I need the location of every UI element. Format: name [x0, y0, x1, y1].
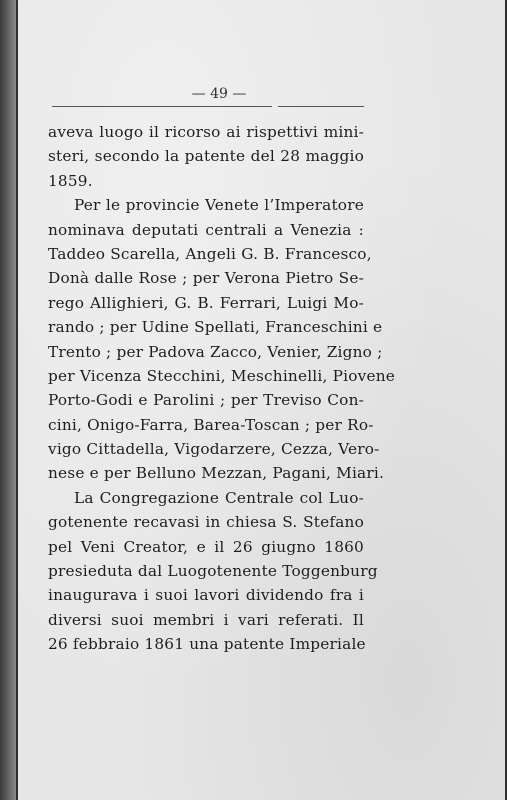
text-line: rando ; per Udine Spellati, Franceschini e — [48, 318, 383, 337]
text-line: steri, secondo la patente del 28 maggio — [48, 147, 364, 166]
text-line: diversi suoi membri i vari referati. Il — [48, 610, 364, 629]
text-line: Per le provincie Venete l’Imperatore — [74, 196, 364, 215]
text-line: nominava deputati centrali a Venezia : — [48, 220, 364, 239]
text-line: La Congregazione Centrale col Luo- — [74, 488, 364, 507]
text-line: aveva luogo il ricorso ai rispettivi mini- — [48, 123, 364, 141]
text-line: 1859. — [48, 171, 93, 190]
binding-shadow — [0, 0, 16, 800]
text-line: Trento ; per Padova Zacco, Venier, Zigno ; — [48, 342, 383, 361]
page-number: — 49 — — [191, 86, 247, 102]
text-line: gotenente recavasi in chiesa S. Stefano — [48, 513, 364, 532]
text-line: vigo Cittadella, Vigodarzere, Cezza, Vero- — [48, 440, 380, 459]
text-line: Porto-Godi e Parolini ; per Treviso Con- — [48, 391, 364, 410]
text-line: nese e per Belluno Mezzan, Pagani, Miari. — [48, 464, 385, 483]
text-line: presieduta dal Luogotenente Toggenburg — [48, 562, 378, 581]
text-line: Donà dalle Rose ; per Verona Pietro Se- — [48, 269, 364, 288]
text-line: inaugurava i suoi lavori dividendo fra i — [48, 586, 364, 605]
header-rule-left — [52, 106, 272, 107]
header-rule-right — [278, 106, 364, 107]
text-line: per Vicenza Stecchini, Meschinelli, Piovene — [48, 366, 396, 385]
page-header — [52, 86, 364, 108]
body-text — [48, 120, 396, 657]
text-line: rego Allighieri, G. B. Ferrari, Luigi Mo- — [48, 293, 364, 312]
text-line: 26 febbraio 1861 una patente Imperiale — [48, 635, 366, 654]
text-line: cini, Onigo-Farra, Barea-Toscan ; per Ro- — [48, 415, 374, 434]
text-line: pel Veni Creator, e il 26 giugno 1860 — [48, 537, 364, 556]
text-line: Taddeo Scarella, Angeli G. B. Francesco, — [48, 244, 372, 263]
